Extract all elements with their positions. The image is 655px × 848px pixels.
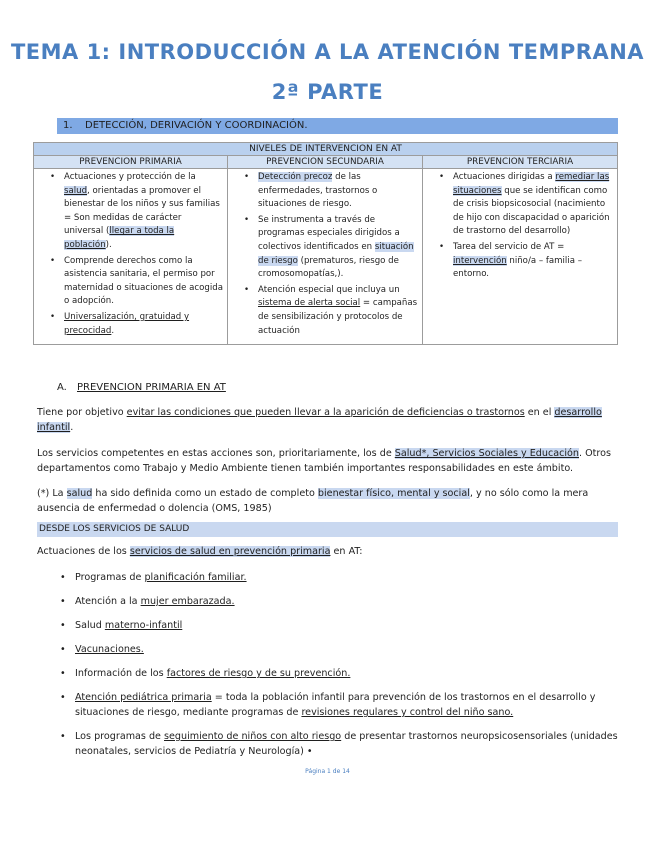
subsection-heading-a [57,382,226,393]
list-item: • Vacunaciones. [37,642,622,657]
list-item: • Comprende derechos como la asistencia sanitaria, el permiso por maternidad o situaciones de acogida o adopción. [38,255,223,309]
list-item: • Atención a la mujer embarazada. [37,594,622,609]
list-item: • Atención especial que incluya un sistema de alerta social = campañas de sensibilización y protocolos de actuación [232,284,418,338]
subsection-letter: A. [57,382,67,393]
column-header-secundaria: PREVENCION SECUNDARIA [228,156,423,169]
section-number: 1. [63,120,73,131]
paragraph-services: Los servicios competentes en estas acciones son, prioritariamente, los de Salud*, Servicios Sociales y Educación. Otros departamentos como Trabajo y Medio Ambiente tienen también importantes responsabilidades en este ámbito. [37,448,612,474]
list-item: • Universalización, gratuidad y precocidad. [38,311,223,338]
section-label: DETECCIÓN, DERIVACIÓN Y COORDINACIÓN. [85,120,308,131]
list-item: • Atención pediátrica primaria = toda la población infantil para prevención de los trastornos en el desarrollo y situaciones de riesgo, mediante programas de revisiones regulares y control del niño sano. [37,690,622,720]
intervention-levels-table [33,142,618,345]
section-heading-1 [57,118,618,134]
page-footer: Página 1 de 14 [305,768,350,775]
column-header-terciaria: PREVENCION TERCIARIA [423,156,618,169]
subsection-label: PREVENCION PRIMARIA EN AT [77,382,226,393]
list-item: • Se instrumenta a través de programas especiales dirigidos a colectivos identificados en situación de riesgo (prematuros, riesgo de cromosomopatías,). [232,214,418,282]
paragraph-health-definition: (*) La salud ha sido definida como un estado de completo bienestar físico, mental y social, y no sólo como la mera ausencia de enfermedad o dolencia (OMS, 1985) [37,488,589,514]
list-item: • Actuaciones y protección de la salud, orientadas a promover el bienestar de los niños y sus familias = Son medidas de carácter universal (llegar a toda la población). [38,171,223,253]
cell-terciaria [423,169,618,345]
paragraph-intro: Actuaciones de los servicios de salud en prevención primaria en AT: [37,546,363,557]
list-item: • Información de los factores de riesgo y de su prevención. [37,666,622,681]
list-item: • Actuaciones dirigidas a remediar las situaciones que se identifican como de crisis biopsicosocial (nacimiento de hijo con discapacidad o aparición de trastorno del desarrollo) [427,171,613,239]
paragraph-objective: Tiene por objetivo evitar las condiciones que pueden llevar a la aparición de deficiencias o trastornos en el desarrollo infantil. [37,407,602,433]
section-heading-salud: DESDE LOS SERVICIOS DE SALUD [37,522,618,537]
list-item: • Salud materno-infantil [37,618,622,633]
cell-primaria [34,169,228,345]
list-item: • Los programas de seguimiento de niños con alto riesgo de presentar trastornos neuropsicosensoriales (unidades neonatales, servicios de Pediatría y Neurología) • [37,729,622,759]
page-title: TEMA 1: INTRODUCCIÓN A LA ATENCIÓN TEMPRANA [10,40,645,64]
cell-secundaria [228,169,423,345]
list-item: • Tarea del servicio de AT = intervención niño/a – familia – entorno. [427,241,613,282]
table-header: NIVELES DE INTERVENCION EN AT [34,143,618,156]
page-subtitle: 2ª PARTE [271,80,384,104]
list-item: • Detección precoz de las enfermedades, trastornos o situaciones de riesgo. [232,171,418,212]
actions-list [37,570,622,768]
list-item: • Programas de planificación familiar. [37,570,622,585]
column-header-primaria: PREVENCION PRIMARIA [34,156,228,169]
